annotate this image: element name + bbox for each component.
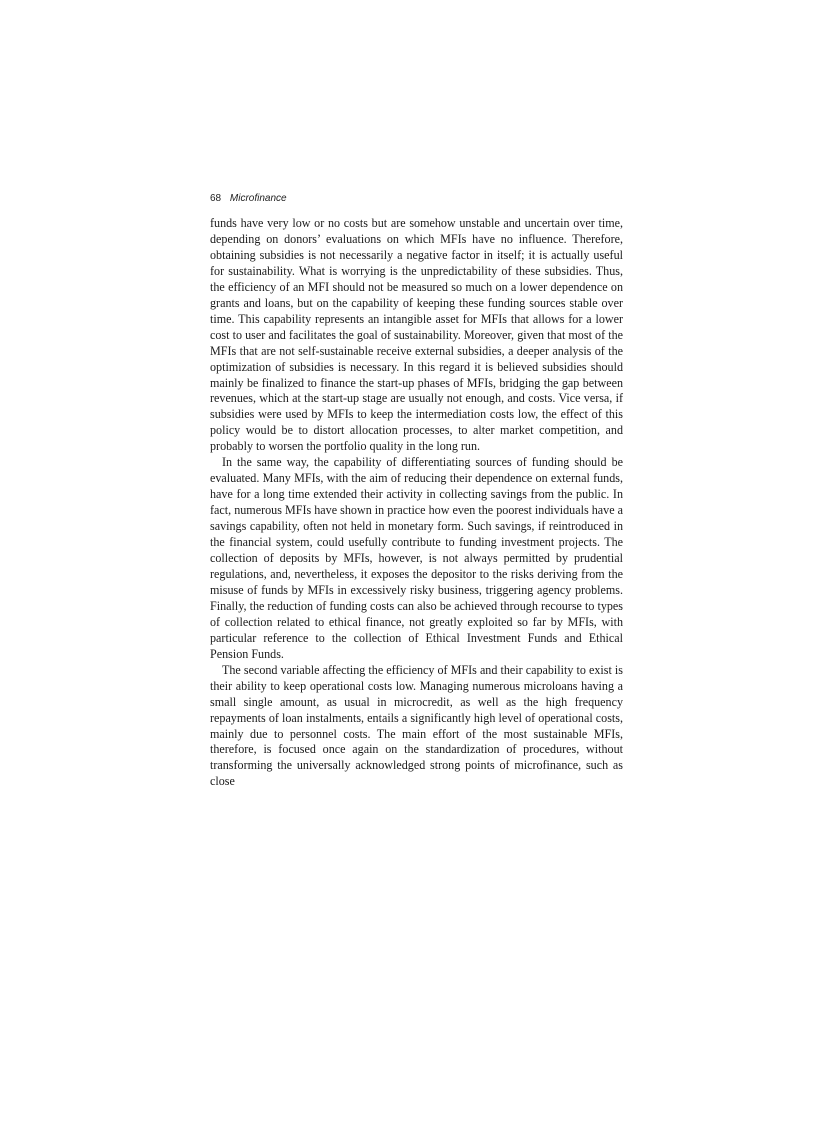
page-number: 68 xyxy=(210,193,222,204)
book-page xyxy=(210,192,623,790)
running-head xyxy=(210,192,623,206)
book-title: Microfinance xyxy=(229,193,287,204)
body-text xyxy=(210,216,623,790)
paragraph-1: funds have very low or no costs but are somehow unstable and uncertain over time, depending on donors’ evaluations on which MFIs have no influence. Therefore, obtaining subsidies is not necessarily a negative factor in itself; it is actually useful for sustainability. What is worrying is the unpredictability of these subsidies. Thus, the efficiency of an MFI should not be measured so much on a lower dependence on grants and loans, but on the capability of keeping these funding sources stable over time. This capability represents an intangible asset for MFIs that allows for a lower cost to user and facilitates the goal of sustainability. Moreover, given that most of the MFIs that are not self-sustainable receive external subsidies, a deeper analysis of the optimization of subsidies is necessary. In this regard it is believed subsidies should mainly be finalized to finance the start-up phases of MFIs, bridging the gap between revenues, which at the start-up stage are usually not enough, and costs. Vice versa, if subsidies were used by MFIs to keep the intermediation costs low, the effect of this policy would be to distort allocation processes, to alter market competition, and probably to worsen the portfolio quality in the long run. xyxy=(210,216,623,454)
paragraph-2: In the same way, the capability of differentiating sources of funding should be evaluated. Many MFIs, with the aim of reducing their dependence on external funds, have for a long time extended their activity in collecting savings from the public. In fact, numerous MFIs have shown in practice how even the poorest individuals have a savings capability, often not held in monetary form. Such savings, if reintroduced in the financial system, could usefully contribute to funding investment projects. The collection of deposits by MFIs, however, is not always permitted by prudential regulations, and, nevertheless, it exposes the depositor to the risks deriving from the misuse of funds by MFIs in excessively risky business, triggering agency problems. Finally, the reduction of funding costs can also be achieved through recourse to types of collection related to ethical finance, not greatly exploited so far by MFIs, with particular reference to the collection of Ethical Investment Funds and Ethical Pension Funds. xyxy=(210,455,623,661)
paragraph-3: The second variable affecting the efficiency of MFIs and their capability to exist is their ability to keep operational costs low. Managing numerous microloans having a small single amount, as usual in microcredit, as well as the high frequency repayments of loan instalments, entails a significantly high level of operational costs, mainly due to personnel costs. The main effort of the most sustainable MFIs, therefore, is focused once again on the standardization of procedures, without transforming the universally acknowledged strong points of microfinance, such as close xyxy=(210,662,623,789)
